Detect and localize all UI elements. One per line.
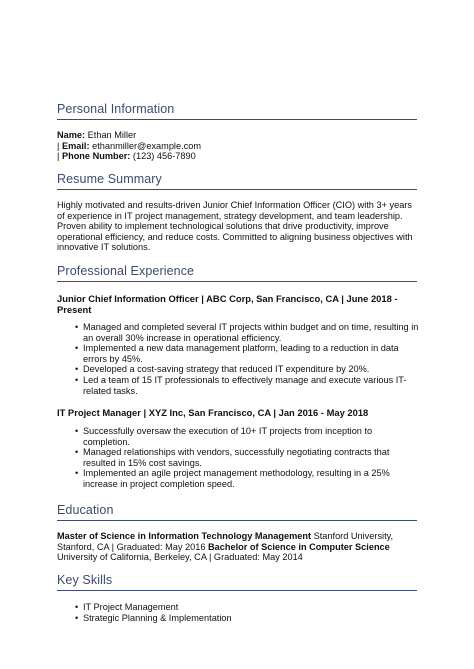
job-2-bullets (75, 426, 420, 490)
list-item: • Successfully oversaw the execution of 10+ IT projects from inception to completion. (75, 426, 420, 447)
phone-prefix: | (57, 151, 62, 162)
summary-divider (57, 189, 417, 190)
contact-details (57, 130, 421, 162)
list-item: • Led a team of 15 IT professionals to effectively manage and execute various IT-related tasks. (75, 375, 420, 396)
job-title-2: IT Project Manager | XYZ Inc, San Francisco, CA | Jan 2016 - May 2018 (57, 407, 369, 418)
education-divider (57, 520, 417, 521)
education-heading: Education (57, 503, 114, 517)
list-item: • IT Project Management (75, 602, 420, 613)
email-value: ethanmiller@example.com (92, 140, 201, 151)
degree-1: Master of Science in Information Technology Management (57, 531, 312, 541)
email-prefix: | (57, 140, 62, 151)
list-item: • Developed a cost-saving strategy that reduced IT expenditure by 20%. (75, 364, 420, 375)
name-line (57, 130, 421, 141)
experience-divider (57, 281, 417, 282)
skills-divider (57, 590, 417, 591)
name-label: Name: (57, 130, 86, 140)
job-title-1: Junior Chief Information Officer | ABC Corp, San Francisco, CA | June 2018 - Present (57, 293, 398, 315)
school-1: Stanford University, Stanford, CA | Graduated: May 2016 (57, 531, 394, 552)
education-text (57, 531, 417, 563)
skills-list (75, 602, 420, 623)
personal-info-divider (57, 119, 417, 120)
list-item: • Strategic Planning & Implementation (75, 613, 420, 624)
list-item: • Managed and completed several IT projects within budget and on time, resulting in an overall 30% increase in operational efficiency. (75, 322, 420, 343)
name-value: Ethan Miller (87, 130, 137, 140)
phone-value: (123) 456-7890 (132, 151, 196, 162)
summary-text: Highly motivated and results-driven Junior Chief Information Officer (CIO) with 3+ years of experience in IT project management, strategy development, and team leadership. Proven ability to implement technological solutions that drive productivity, improve operational efficiency, and reduce costs. Committed to aligning business objectives with innovative IT solutions. (57, 200, 413, 253)
phone-line (57, 151, 421, 162)
email-line (57, 141, 421, 152)
list-item: • Managed relationships with vendors, successfully negotiating contracts that resulted in 15% cost savings. (75, 447, 420, 468)
list-item: • Implemented an agile project management methodology, resulting in a 25% increase in project completion speed. (75, 468, 420, 489)
degree-2: Bachelor of Science in Computer Science (208, 541, 390, 552)
skills-heading: Key Skills (57, 573, 113, 587)
summary-heading: Resume Summary (57, 172, 162, 186)
personal-info-heading: Personal Information (57, 102, 175, 116)
list-item: • Implemented a new data management platform, leading to a reduction in data errors by 45%. (75, 343, 420, 364)
experience-heading: Professional Experience (57, 264, 195, 278)
phone-label: Phone Number: (61, 151, 131, 162)
email-label: Email: (61, 140, 90, 151)
school-2: University of California, Berkeley, CA | Graduated: May 2014 (57, 552, 303, 563)
job-1-bullets (75, 322, 420, 396)
